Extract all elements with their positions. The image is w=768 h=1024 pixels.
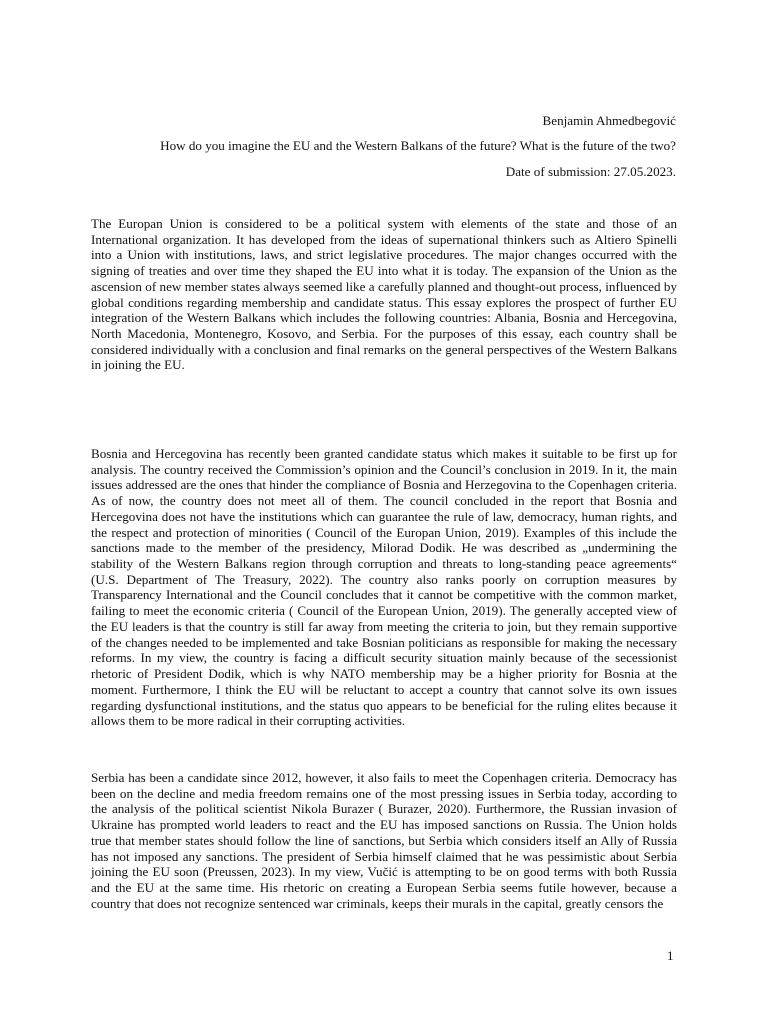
paragraph-bosnia: Bosnia and Hercegovina has recently been granted candidate status which makes it suitable to be first up for analysis. The country received the Commission’s opinion and the Council’s conclusion in 2019. In it, the main issues addressed are the ones that hinder the compliance of Bosnia and Herzegovina to the Copenhagen criteria. As of now, the country does not meet all of them. The council concluded in the report that Bosnia and Hercegovina does not have the institutions which can guarantee the rule of law, democracy, human rights, and the respect and protection of minorities ( Council of the Europan Union, 2019). Examples of this include the sanctions made to the member of the presidency, Milorad Dodik. He was described as „undermining the stability of the Western Balkans region through corruption and threats to long-standing peace agreements“ (U.S. Department of The Treasury, 2022). The country also ranks poorly on corruption measures by Transparency International and the Council concludes that it cannot be competitive with the common market, failing to meet the economic criteria ( Council of the European Union, 2019). The generally accepted view of the EU leaders is that the country is still far away from meeting the criteria to join, but they remain supportive of the changes needed to be implemented and take Bosnian politicians as responsible for making the necessary reforms. In my view, the country is facing a difficult security situation mainly because of the secessionist rhetoric of President Dodik, which is why NATO membership may be a higher priority for Bosnia at the moment. Furthermore, I think the EU will be reluctant to accept a country that cannot solve its own issues regarding dysfunctional institutions, and the status quo appears to be beneficial for the ruling elites because it allows them to be more radical in their corrupting activities.: [91, 446, 677, 729]
essay-question: How do you imagine the EU and the Western Balkans of the future? What is the future of the two?: [160, 138, 676, 153]
page-number: 1: [667, 948, 674, 963]
paragraph-introduction: The Europan Union is considered to be a political system with elements of the state and those of an International organization. It has developed from the ideas of supernational thinkers such as Altiero Spinelli into a Union with institutions, laws, and strict legislative procedures. The major changes occurred with the signing of treaties and over time they shaped the EU into what it is today. The expansion of the Union as the ascension of new member states always seemed like a carefully planned and thought-out process, influenced by global conditions regarding membership and candidate status. This essay explores the prospect of further EU integration of the Western Balkans which includes the following countries: Albania, Bosnia and Hercegovina, North Macedonia, Montenegro, Kosovo, and Serbia. For the purposes of this essay, each country shall be considered individually with a conclusion and final remarks on the general perspectives of the Western Balkans in joining the EU.: [91, 216, 677, 373]
submission-date: Date of submission: 27.05.2023.: [505, 164, 676, 179]
paragraph-serbia: Serbia has been a candidate since 2012, however, it also fails to meet the Copenhagen criteria. Democracy has been on the decline and media freedom remains one of the most pressing issues in Serbia today, according to the analysis of the political scientist Nikola Burazer ( Burazer, 2020). Furthermore, the Russian invasion of Ukraine has prompted world leaders to react and the EU has imposed sanctions on Russia. The Union holds true that member states should follow the line of sanctions, but Serbia which considers itself an Ally of Russia has not imposed any sanctions. The president of Serbia himself claimed that he was pessimistic about Serbia joining the EU soon (Preussen, 2023). In my view, Vučić is attempting to be on good terms with both Russia and the EU at the same time. His rhetoric on creating a European Serbia seems futile however, because a country that does not recognize sentenced war criminals, keeps their murals in the capital, greatly censors the: [91, 770, 677, 911]
author-name: Benjamin Ahmedbegović: [542, 113, 676, 128]
